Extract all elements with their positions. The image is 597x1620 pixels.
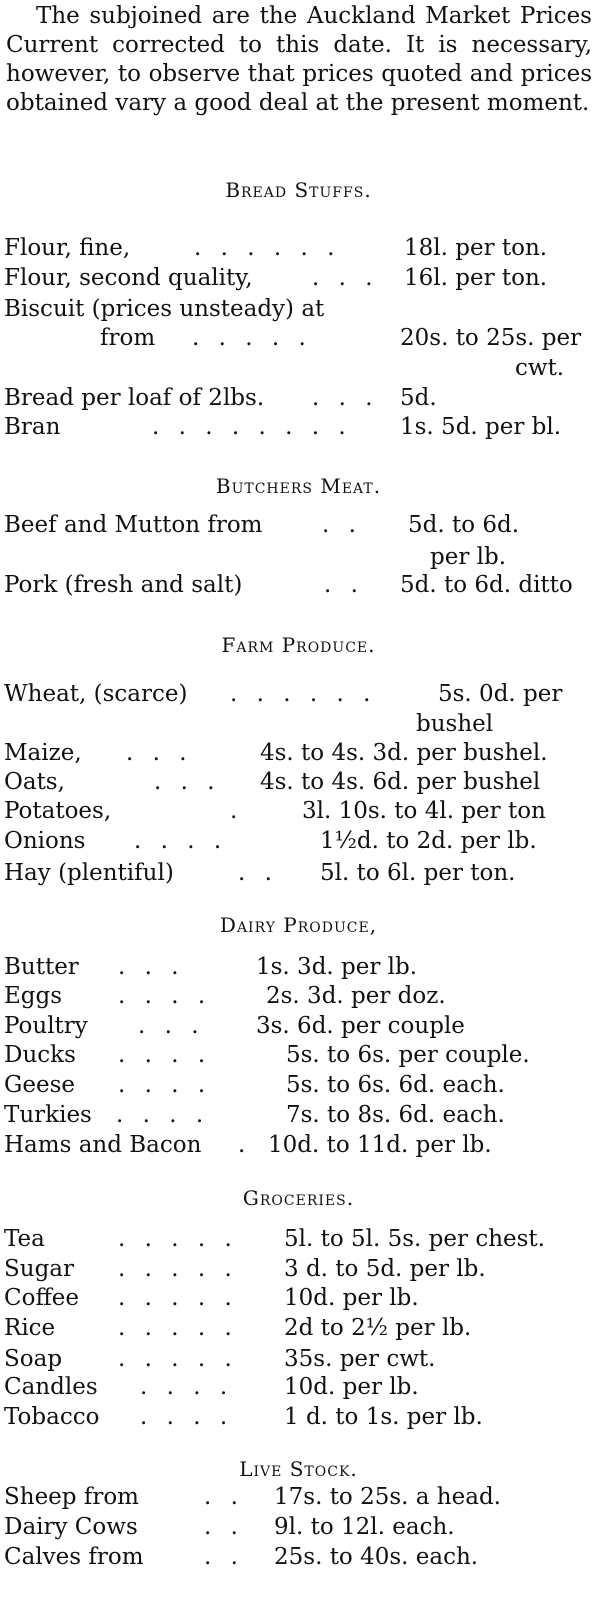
item-price: 7s. to 8s. 6d. each. (286, 1102, 505, 1128)
price-row (4, 796, 594, 826)
intro-paragraph: The subjoined are the Auckland Market Prices Current corrected to this date. It is necessary, however, to observe that prices quoted and prices obtained vary a good deal at the present moment. (6, 3, 592, 116)
leader-dots: . . (204, 1484, 244, 1510)
leader-dots: . . . . . . . . (152, 414, 352, 440)
item-name: Dairy Cows (4, 1514, 138, 1540)
price-row (4, 412, 594, 442)
price-row (4, 1254, 594, 1284)
item-price: 1s. 5d. per bl. (400, 414, 562, 440)
leader-dots: . . (204, 1544, 244, 1570)
price-row (4, 570, 594, 600)
price-row (4, 1130, 594, 1160)
item-price-continuation: cwt. (515, 355, 565, 381)
item-name: Onions (4, 828, 86, 854)
item-price: 1 d. to 1s. per lb. (284, 1404, 483, 1430)
price-row (4, 233, 594, 263)
price-row (4, 1283, 594, 1313)
item-price: 25s. to 40s. each. (274, 1544, 479, 1570)
leader-dots: . . . (138, 1013, 205, 1039)
item-name: Wheat, (scarce) (4, 681, 188, 707)
price-row (4, 1402, 594, 1432)
leader-dots: . . . . (118, 1072, 212, 1098)
item-name: Poultry (4, 1013, 88, 1039)
item-name: Geese (4, 1072, 76, 1098)
price-row (4, 1070, 594, 1100)
price-row (4, 1512, 594, 1542)
leader-dots: . . (322, 512, 362, 538)
price-row (4, 263, 594, 293)
price-row (4, 1372, 594, 1402)
leader-dots: . (238, 1132, 252, 1158)
item-name: Candles (4, 1374, 98, 1400)
item-price: 5l. to 5l. 5s. per chest. (284, 1226, 545, 1252)
price-row (4, 294, 594, 324)
item-name: Flour, fine, (4, 235, 131, 261)
item-price: 17s. to 25s. a head. (274, 1484, 501, 1510)
leader-dots: . . . . . (118, 1226, 238, 1252)
item-name: Biscuit (prices unsteady) at (4, 296, 325, 322)
item-name: Rice (4, 1315, 56, 1341)
item-name: Flour, second quality, (4, 265, 253, 291)
section-heading-live-stock: Live Stock. (239, 1457, 358, 1481)
price-row (4, 826, 594, 856)
item-price: 1s. 3d. per lb. (256, 954, 418, 980)
item-price: 3 d. to 5d. per lb. (284, 1256, 486, 1282)
item-price: 5s. to 6s. per couple. (286, 1042, 530, 1068)
price-row (4, 1011, 594, 1041)
item-price: 20s. to 25s. per (400, 325, 582, 351)
item-name: Eggs (4, 983, 63, 1009)
leader-dots: . . . . . . (194, 235, 341, 261)
item-price-continuation: bushel (416, 711, 494, 737)
item-name: Coffee (4, 1285, 80, 1311)
item-name: Bread per loaf of 2lbs. (4, 385, 265, 411)
leader-dots: . . . (126, 740, 193, 766)
item-price: 18l. per ton. (404, 235, 548, 261)
price-row (4, 679, 594, 709)
item-price: 5d. (400, 385, 437, 411)
leader-dots: . . . . . (118, 1285, 238, 1311)
item-price: 4s. to 4s. 3d. per bushel. (260, 740, 548, 766)
item-name: Pork (fresh and salt) (4, 572, 243, 598)
item-price-continuation: per lb. (430, 544, 507, 570)
item-price: 3l. 10s. to 4l. per ton (302, 798, 546, 824)
item-name: from (100, 325, 156, 351)
leader-dots: . . . . . . (230, 681, 377, 707)
price-row (4, 1344, 594, 1374)
item-name: Hams and Bacon (4, 1132, 202, 1158)
item-price: 10d. per lb. (284, 1285, 419, 1311)
price-row (4, 1313, 594, 1343)
item-name: Turkies (4, 1102, 92, 1128)
item-price: 2d to 2½ per lb. (284, 1315, 472, 1341)
item-name: Tobacco (4, 1404, 100, 1430)
leader-dots: . . . . . (192, 325, 312, 351)
item-price: 1½d. to 2d. per lb. (320, 828, 537, 854)
price-row (4, 383, 594, 413)
item-name: Sugar (4, 1256, 74, 1282)
leader-dots: . . (324, 572, 364, 598)
leader-dots: . . . . (140, 1404, 234, 1430)
item-name: Sheep from (4, 1484, 139, 1510)
leader-dots: . . . . . (118, 1256, 238, 1282)
price-row (4, 1040, 594, 1070)
price-row (4, 1482, 594, 1512)
item-name: Calves from (4, 1544, 144, 1570)
item-price: 5s. 0d. per (438, 681, 563, 707)
item-price: 5d. to 6d. ditto (400, 572, 573, 598)
item-name: Maize, (4, 740, 82, 766)
item-price: 4s. to 4s. 6d. per bushel (260, 769, 541, 795)
leader-dots: . . . . (118, 983, 212, 1009)
item-name: Soap (4, 1346, 63, 1372)
item-price: 9l. to 12l. each. (274, 1514, 455, 1540)
item-name: Potatoes, (4, 798, 112, 824)
item-price: 3s. 6d. per couple (256, 1013, 465, 1039)
section-heading-groceries: Groceries. (242, 1186, 355, 1210)
leader-dots: . . . (154, 769, 221, 795)
leader-dots: . . (238, 860, 278, 886)
leader-dots: . . . (312, 265, 379, 291)
price-row (4, 767, 594, 797)
item-name: Tea (4, 1226, 45, 1252)
item-price: 2s. 3d. per doz. (266, 983, 446, 1009)
item-name: Oats, (4, 769, 65, 795)
section-heading-bread-stuffs: Bread Stuffs. (225, 178, 372, 202)
leader-dots: . . (204, 1514, 244, 1540)
leader-dots: . . . . . (118, 1315, 238, 1341)
price-row (4, 858, 594, 888)
item-price: 5d. to 6d. (408, 512, 520, 538)
item-name: Butter (4, 954, 79, 980)
price-row (4, 952, 594, 982)
item-price: 35s. per cwt. (284, 1346, 436, 1372)
price-row (4, 1542, 594, 1572)
item-name: Hay (plentiful) (4, 860, 174, 886)
section-heading-dairy-produce: Dairy Produce, (219, 913, 378, 937)
price-row (4, 1224, 594, 1254)
leader-dots: . . . . (140, 1374, 234, 1400)
item-price: 10d. per lb. (284, 1374, 419, 1400)
leader-dots: . . . (118, 954, 185, 980)
item-price: 10d. to 11d. per lb. (268, 1132, 492, 1158)
price-row (4, 981, 594, 1011)
item-name: Bran (4, 414, 61, 440)
leader-dots: . . . (312, 385, 379, 411)
leader-dots: . . . . (134, 828, 228, 854)
leader-dots: . . . . (118, 1042, 212, 1068)
price-row (4, 323, 594, 353)
price-row (4, 510, 594, 540)
item-price: 5l. to 6l. per ton. (320, 860, 516, 886)
item-name: Ducks (4, 1042, 76, 1068)
section-heading-farm-produce: Farm Produce. (221, 633, 376, 657)
item-price: 16l. per ton. (404, 265, 548, 291)
leader-dots: . (230, 798, 244, 824)
leader-dots: . . . . (116, 1102, 210, 1128)
item-price: 5s. to 6s. 6d. each. (286, 1072, 505, 1098)
item-name: Beef and Mutton from (4, 512, 263, 538)
price-row (4, 738, 594, 768)
section-heading-butchers-meat: Butchers Meat. (215, 474, 382, 498)
leader-dots: . . . . . (118, 1346, 238, 1372)
price-row (4, 1100, 594, 1130)
